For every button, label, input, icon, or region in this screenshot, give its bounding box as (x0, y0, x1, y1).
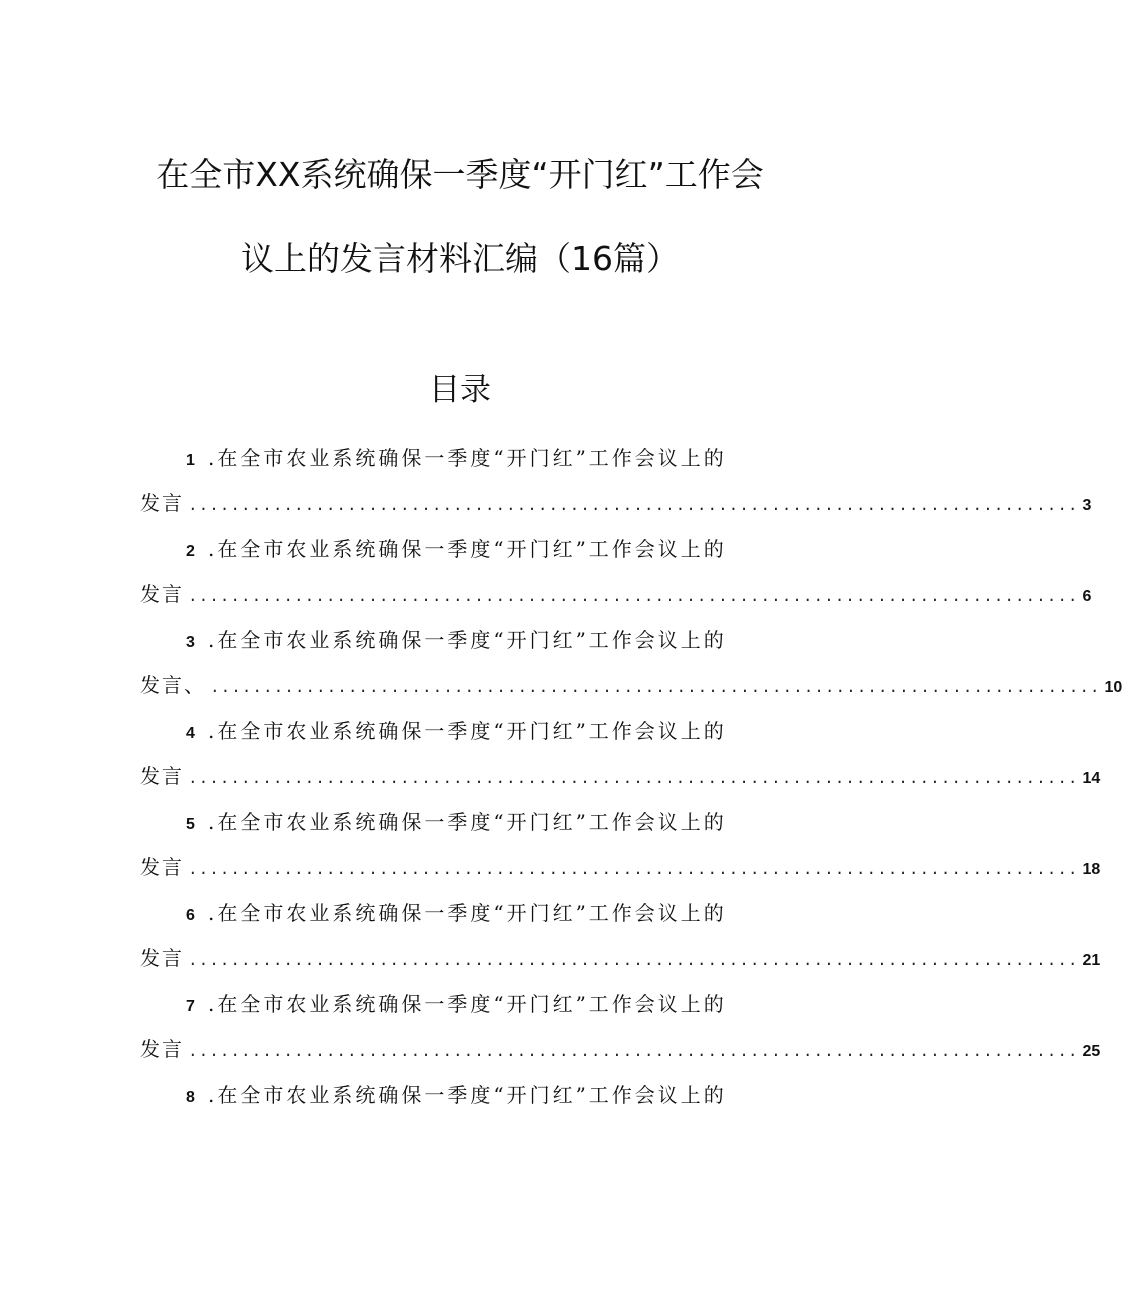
toc-entry-title-line (186, 986, 727, 1022)
toc-entry-page-number: 25 (1082, 1043, 1101, 1060)
toc-entry-continuation-line (140, 940, 1101, 976)
toc-entry-number: 2 (186, 543, 195, 560)
toc-entry-continuation-line (140, 758, 1101, 794)
toc-entry-continuation: 发言 (140, 491, 184, 515)
toc-entry-number: 5 (186, 816, 195, 833)
toc-list (0, 440, 1122, 1168)
toc-entry-title-line (186, 895, 727, 931)
toc-entry-continuation: 发言 (140, 764, 184, 788)
toc-entry-number: 8 (186, 1089, 195, 1106)
toc-entry-title: .在全市农业系统确保一季度“开门红”工作会议上的 (208, 537, 727, 561)
toc-entry-title-line (186, 1077, 727, 1113)
toc-entry-title: .在全市农业系统确保一季度“开门红”工作会议上的 (208, 719, 727, 743)
toc-entry-continuation: 发言 (140, 855, 184, 879)
toc-entry-title: .在全市农业系统确保一季度“开门红”工作会议上的 (208, 1083, 727, 1107)
toc-entry-page-number: 14 (1082, 770, 1101, 787)
toc-entry-number: 4 (186, 725, 195, 742)
toc-entry-continuation: 发言 (140, 1037, 184, 1061)
toc-entry-title: .在全市农业系统确保一季度“开门红”工作会议上的 (208, 810, 727, 834)
document-title-line-1: 在全市XX系统确保一季度“开门红”工作会 (156, 155, 764, 194)
toc-entry-number: 6 (186, 907, 195, 924)
toc-entry-title-line (186, 440, 727, 476)
toc-entry-continuation-line (140, 485, 1092, 521)
toc-entry-title-line (186, 531, 727, 567)
toc-heading: 目录 (429, 372, 491, 408)
dot-leader: .................................................................................... (188, 952, 1079, 970)
toc-entry-number: 7 (186, 998, 195, 1015)
toc-entry[interactable] (0, 1077, 920, 1168)
toc-entry[interactable] (0, 804, 1101, 895)
dot-leader: .................................................................................... (210, 679, 1101, 697)
toc-entry-continuation: 发言 (140, 946, 184, 970)
toc-entry-page-number: 10 (1104, 679, 1122, 696)
toc-entry-page-number: 18 (1082, 861, 1101, 878)
toc-entry-title: .在全市农业系统确保一季度“开门红”工作会议上的 (208, 628, 727, 652)
toc-entry-title: .在全市农业系统确保一季度“开门红”工作会议上的 (208, 446, 727, 470)
toc-entry[interactable] (0, 622, 1122, 713)
document-title-line-2: 议上的发言材料汇编（16篇） (241, 239, 679, 278)
toc-entry-title: .在全市农业系统确保一季度“开门红”工作会议上的 (208, 901, 727, 925)
toc-entry-continuation-line (140, 849, 1101, 885)
toc-entry-continuation: 发言、 (140, 673, 206, 697)
dot-leader: .................................................................................... (188, 861, 1079, 879)
dot-leader: .................................................................................... (188, 588, 1079, 606)
toc-entry-number: 3 (186, 634, 195, 651)
toc-entry-title-line (186, 804, 727, 840)
dot-leader: .................................................................................... (188, 1043, 1079, 1061)
dot-leader: .................................................................................... (188, 770, 1079, 788)
toc-entry-page-number: 6 (1082, 588, 1092, 605)
toc-entry-title: .在全市农业系统确保一季度“开门红”工作会议上的 (208, 992, 727, 1016)
toc-entry-continuation-line (140, 1031, 1101, 1067)
toc-entry[interactable] (0, 440, 1092, 531)
toc-entry[interactable] (0, 986, 1101, 1077)
toc-entry-page-number: 3 (1082, 497, 1092, 514)
toc-entry-page-number: 21 (1082, 952, 1101, 969)
toc-entry-title-line (186, 622, 727, 658)
toc-entry[interactable] (0, 531, 1092, 622)
toc-entry-title-line (186, 713, 727, 749)
toc-entry-continuation: 发言 (140, 582, 184, 606)
toc-entry[interactable] (0, 895, 1101, 986)
dot-leader: .................................................................................... (188, 497, 1079, 515)
toc-entry-number: 1 (186, 452, 195, 469)
toc-entry-continuation-line (140, 576, 1092, 612)
toc-entry[interactable] (0, 713, 1101, 804)
toc-entry-continuation-line (140, 667, 1122, 703)
